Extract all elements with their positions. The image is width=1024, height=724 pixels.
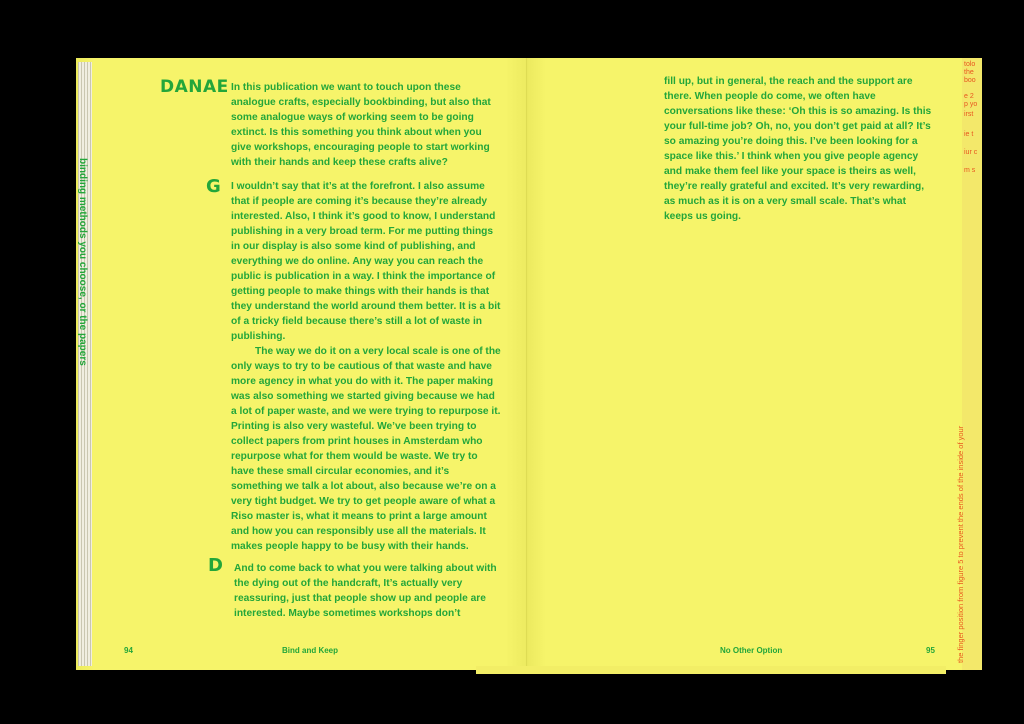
speaker-label-danae: DANAE bbox=[160, 77, 229, 97]
answer-text bbox=[231, 179, 503, 554]
running-title-right: No Other Option bbox=[720, 646, 783, 655]
question-text: In this publication we want to touch upon these analogue crafts, especially bookbinding, but also that some analogue ways of working seem to be going extinct. Is this something you think about when you give workshops, encouraging people to start working with their hands and keep these crafts alive? bbox=[231, 82, 491, 168]
bleed-through-vertical-text: binding methods you choose, or the papers bbox=[77, 158, 88, 366]
next-page-vertical-text: the finger position from figure 5 to prevent the ends of the inside of your bbox=[956, 425, 965, 663]
right-page-text: fill up, but in general, the reach and the support are there. When people do come, we often have conversations like these: ‘Oh this is so amazing. Is this your full-time job? Oh, no, you don’t get paid at all? It’s so amazing you’re doing this. I’ve been looking for a space like this.’ I think when you give people agency and make them feel like your space is theirs as well, they’re really grateful and excited. It’s very rewarding, as much as it is on a very small scale. That’s what keeps us going. bbox=[664, 76, 932, 222]
page-number-right: 95 bbox=[926, 646, 935, 655]
right-page bbox=[528, 58, 980, 670]
next-page-edge: tolo the boo e 2 p yo irst ie t iur c m s bbox=[962, 58, 982, 670]
left-page bbox=[76, 58, 528, 670]
answer-paragraph-2: The way we do it on a very local scale is one of the only ways to try to be cautious of that waste and have more agency in what you do with it. The paper making was also something we started giving because we had a lot of paper waste, and we were trying to repurpose it. Printing is also very wasteful. We’ve been trying to collect papers from print houses in Amsterdam who repurpose what for them would be waste. We try to have these small circular economies, and it’s something we talk a lot about, also because we’re on a very tight budget. We try to get people aware of what a Riso master is, what it means to print a large amount and how you can responsibly use all the materials. It makes people happy to be busy with their hands. bbox=[231, 346, 501, 552]
question-2-text: And to come back to what you were talking about with the dying out of the handcraft, It’s actually very reassuring, just that people show up and people are interested. Maybe sometimes workshops don’t bbox=[234, 563, 497, 619]
running-title-left: Bind and Keep bbox=[282, 646, 339, 655]
speaker-label-d: D bbox=[208, 555, 223, 576]
open-book bbox=[76, 58, 984, 674]
next-page-bottom-edge bbox=[476, 666, 946, 674]
speaker-label-g: G bbox=[206, 176, 221, 197]
page-number-left: 94 bbox=[124, 646, 133, 655]
answer-paragraph-1: I wouldn’t say that it’s at the forefront. I also assume that if people are coming it’s because they’re already interested. Also, I think it’s good to know, I understand publishing in a very broad term. For me putting things in our display is also some kind of publishing, and everything we do online. Any way you can reach the public is publication in a way. I think the importance of getting people to make things with their hands is that they understand the world around them better. It is a bit of a tricky field because there’s still a lot of waste in publishing. bbox=[231, 181, 501, 342]
